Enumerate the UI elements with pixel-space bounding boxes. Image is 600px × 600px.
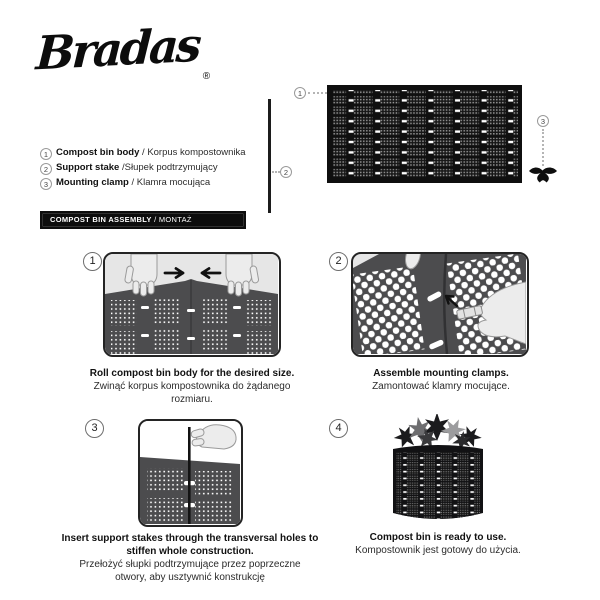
callout-2-leader-line bbox=[272, 171, 280, 173]
part-2-name-en: Support stake bbox=[56, 162, 120, 173]
part-2-number: 2 bbox=[43, 165, 49, 174]
step-2-number-icon bbox=[329, 252, 348, 271]
parts-list-item-3 bbox=[40, 177, 246, 190]
part-3-number-icon bbox=[40, 178, 52, 190]
part-1-number: 1 bbox=[43, 150, 49, 159]
part-3-name-pl: Klamra mocująca bbox=[136, 177, 211, 188]
part-1-name-pl: Korpus kompostownika bbox=[147, 147, 246, 158]
part-3-separator: / bbox=[128, 177, 137, 188]
support-stake-illustration bbox=[268, 99, 271, 213]
step-3-caption-pl: Przełożyć słupki podtrzymujące przez poprzeczne otwory, aby usztywnić konstrukcję bbox=[79, 559, 301, 583]
step-2-caption bbox=[331, 367, 551, 393]
part-3-number: 3 bbox=[43, 180, 49, 189]
step-1-number: 1 bbox=[89, 255, 96, 267]
step-1-caption bbox=[82, 367, 302, 406]
step-2-illustration bbox=[351, 252, 529, 357]
step-1-illustration bbox=[103, 252, 281, 357]
callout-3 bbox=[537, 115, 549, 127]
step-3-caption-en: Insert support stakes through the transversal holes to stiffen whole construction. bbox=[61, 533, 319, 557]
assembly-section-header bbox=[40, 211, 246, 242]
part-1-number-icon bbox=[40, 148, 52, 160]
parts-list-item-1 bbox=[40, 147, 246, 160]
step-4-caption-pl: Kompostownik jest gotowy do użycia. bbox=[355, 545, 521, 556]
compost-bin-body-illustration bbox=[327, 85, 522, 183]
callout-1-number: 1 bbox=[297, 89, 303, 98]
callout-1 bbox=[294, 87, 306, 99]
parts-list bbox=[40, 147, 246, 192]
insert-stake-image bbox=[140, 421, 240, 524]
callout-3-number: 3 bbox=[540, 117, 546, 126]
part-2-name-pl: Słupek podtrzymujący bbox=[124, 162, 218, 173]
callout-2-number: 2 bbox=[283, 168, 289, 177]
step-2-caption-pl: Zamontować klamry mocujące. bbox=[372, 381, 510, 392]
assembly-header-pl: MONTAŻ KOMPOSTOWNIKA bbox=[50, 215, 192, 242]
mounting-clamp-icon bbox=[527, 166, 559, 184]
step-4-illustration bbox=[390, 414, 486, 528]
callout-2 bbox=[280, 166, 292, 178]
step-4-number-icon bbox=[329, 419, 348, 438]
step-3-number: 3 bbox=[91, 422, 98, 434]
step-2-caption-en: Assemble mounting clamps. bbox=[373, 368, 509, 379]
brand-logo bbox=[34, 17, 211, 82]
part-1-separator: / bbox=[139, 147, 148, 158]
step-1-caption-pl: Zwinąć korpus kompostownika do żądanego rozmiaru. bbox=[93, 381, 291, 405]
part-2-number-icon bbox=[40, 163, 52, 175]
roll-body-image bbox=[105, 254, 278, 354]
step-4-caption bbox=[328, 531, 548, 557]
step-3-number-icon bbox=[85, 419, 104, 438]
assembly-header-separator: / bbox=[151, 215, 159, 224]
parts-list-item-2 bbox=[40, 162, 246, 175]
part-3-name-en: Mounting clamp bbox=[56, 177, 129, 188]
mount-clamp-image bbox=[353, 254, 526, 354]
registered-trademark-symbol: ® bbox=[202, 71, 211, 82]
assembly-header-en: COMPOST BIN ASSEMBLY bbox=[50, 215, 152, 224]
step-1-number-icon bbox=[83, 252, 102, 271]
part-2-separator: / bbox=[119, 162, 125, 173]
part-1-name-en: Compost bin body bbox=[56, 147, 140, 158]
step-3-illustration bbox=[138, 419, 243, 527]
step-1-caption-en: Roll compost bin body for the desired size. bbox=[89, 368, 295, 379]
brand-logo-text: Bradas bbox=[34, 17, 201, 81]
step-2-number: 2 bbox=[335, 255, 342, 267]
step-4-caption-en: Compost bin is ready to use. bbox=[369, 532, 507, 543]
step-3-caption bbox=[50, 532, 330, 584]
callout-1-leader-line bbox=[308, 92, 327, 94]
callout-3-leader-line bbox=[542, 129, 544, 166]
step-4-number: 4 bbox=[335, 422, 342, 434]
